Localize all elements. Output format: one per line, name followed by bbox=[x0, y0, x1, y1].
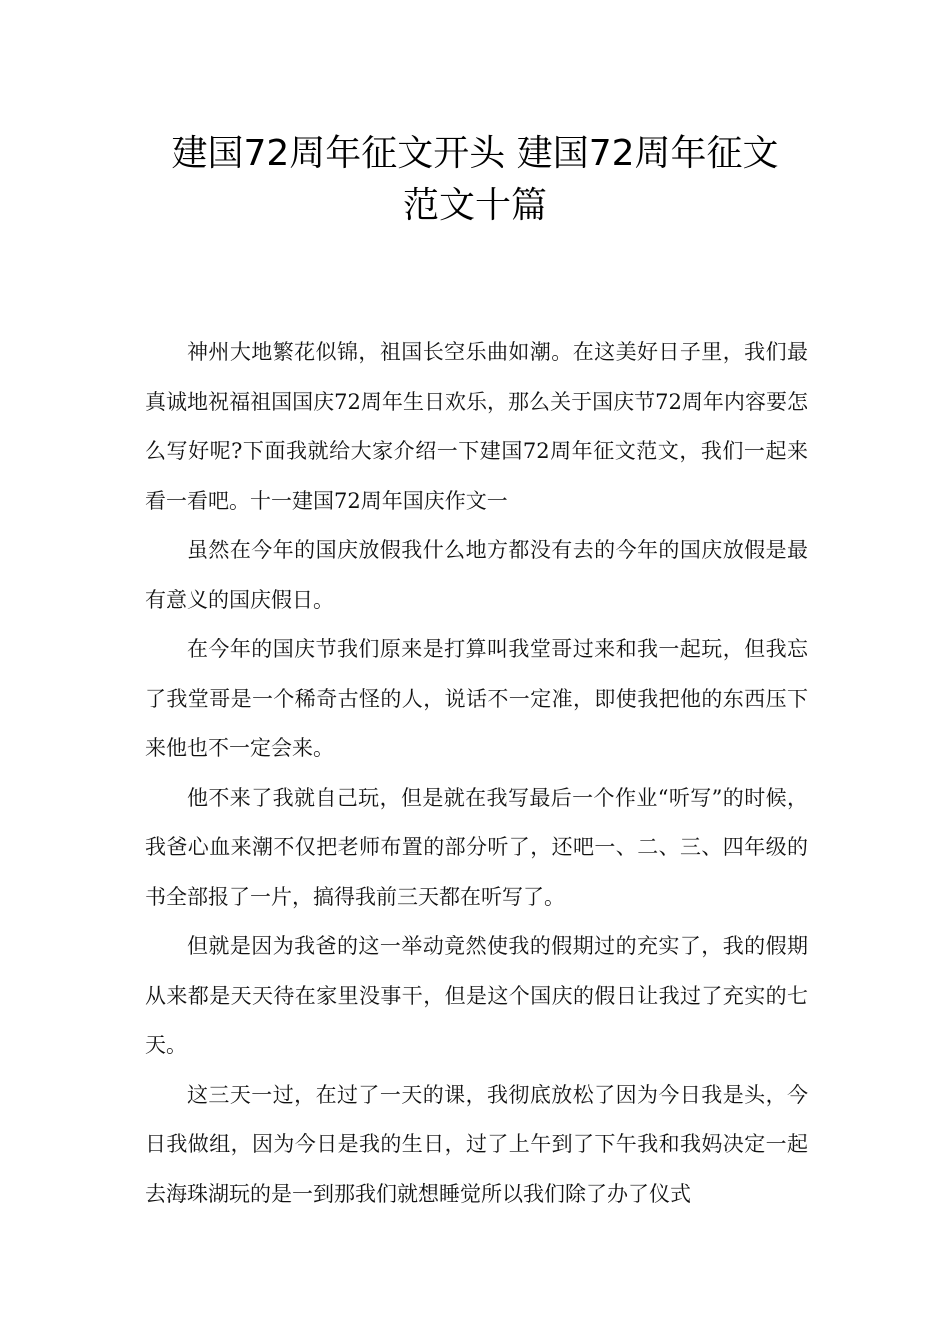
title-line-1: 建国72周年征文开头 建国72周年征文 bbox=[171, 133, 779, 174]
paragraph-2: 虽然在今年的国庆放假我什么地方都没有去的今年的国庆放假是最有意义的国庆假日。 bbox=[145, 538, 808, 612]
title-line-2: 范文十篇 bbox=[402, 185, 547, 226]
paragraph-6: 这三天一过，在过了一天的课，我彻底放松了因为今日我是头，今日我做组，因为今日是我的生日，过了上午到了下午我和我妈决定一起去海珠湖玩的是一到那我们就想睡觉所以我们除了办了仪式 bbox=[145, 1082, 808, 1206]
paragraph-1: 神州大地繁花似锦，祖国长空乐曲如潮。在这美好日子里，我们最真诚地祝福祖国国庆72周年生日欢乐，那么关于国庆节72周年内容要怎么写好呢?下面我就给大家介绍一下建国72周年征文范文，我们一起来看一看吧。十一建国72周年国庆作文一 bbox=[145, 340, 808, 513]
paragraph-3: 在今年的国庆节我们原来是打算叫我堂哥过来和我一起玩，但我忘了我堂哥是一个稀奇古怪的人，说话不一定准，即使我把他的东西压下来他也不一定会来。 bbox=[145, 637, 808, 760]
paragraph-4: 他不来了我就自己玩，但是就在我写最后一个作业“听写”的时候，我爸心血来潮不仅把老师布置的部分听了，还吧一、二、三、四年级的书全部报了一片，搞得我前三天都在听写了。 bbox=[145, 785, 808, 909]
paragraph-5: 但就是因为我爸的这一举动竟然使我的假期过的充实了，我的假期从来都是天天待在家里没事干，但是这个国庆的假日让我过了充实的七天。 bbox=[145, 934, 808, 1057]
document-title bbox=[120, 128, 830, 232]
document-body bbox=[145, 328, 808, 1219]
